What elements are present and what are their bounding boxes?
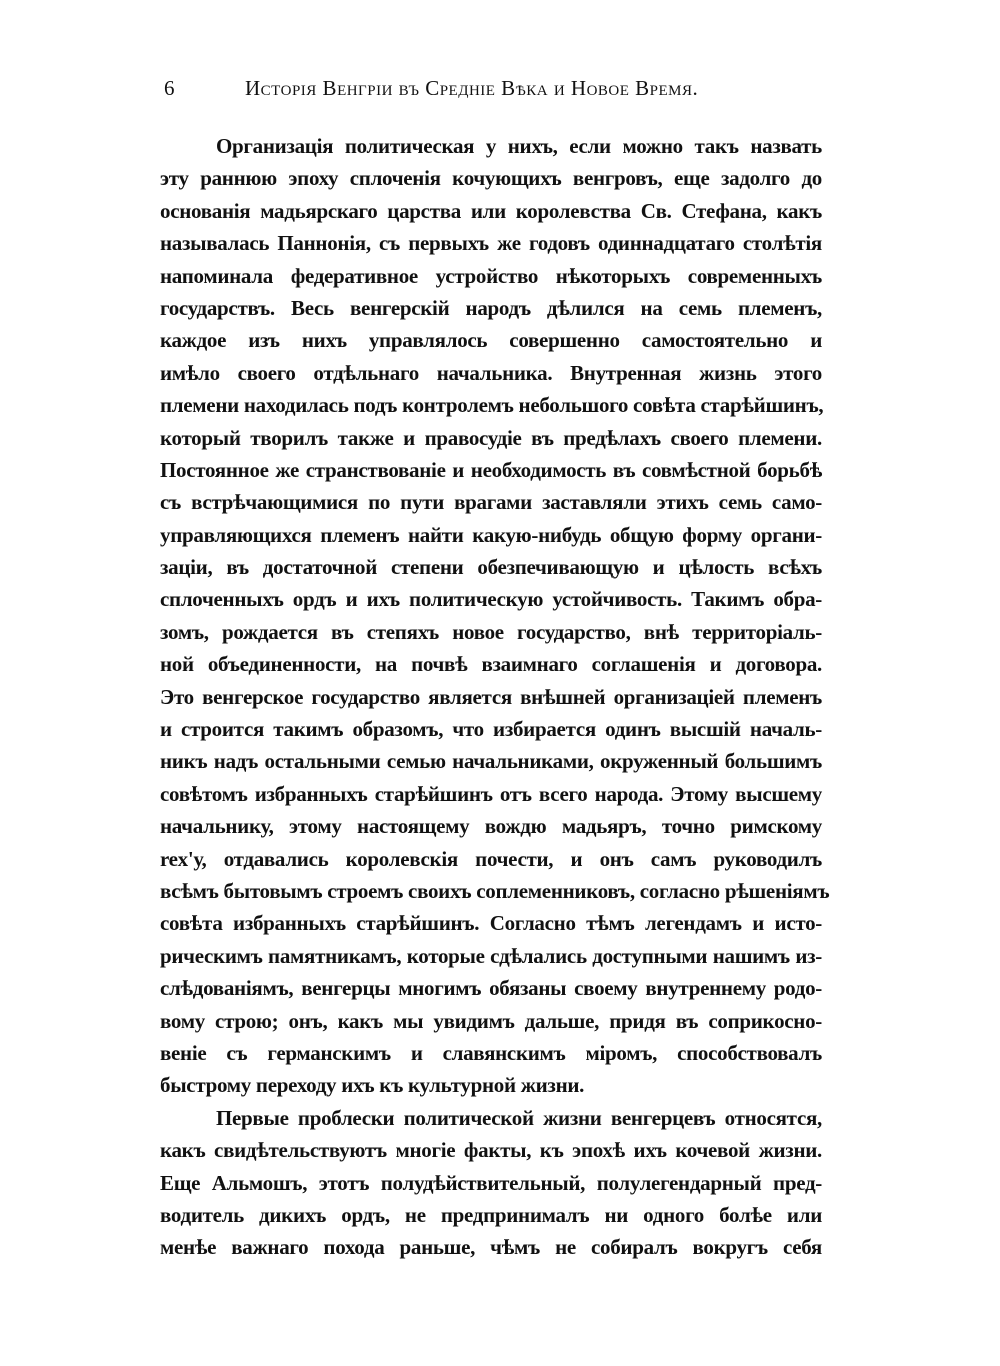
text-line: совѣтомъ избранныхъ старѣйшинъ отъ всего народа. Этому высшему: [160, 781, 822, 806]
text-line: рическимъ памятникамъ, которые сдѣлались доступными нашимъ из-: [160, 943, 822, 968]
page-number: 6: [164, 76, 175, 100]
text-line: заціи, въ достаточной степени обезпечивающую и цѣлость всѣхъ: [160, 555, 822, 580]
text-line: государствъ. Весь венгерскій народъ дѣлился на семь племенъ,: [160, 295, 822, 320]
text-line: съ встрѣчающимися по пути врагами заставляли этихъ семь само-: [160, 490, 822, 515]
text-line: веніе съ германскимъ и славянскимъ міромъ, способствовалъ: [160, 1040, 822, 1065]
page-body: [160, 130, 830, 1264]
text-line: ной объединенности, на почвѣ взаимнаго соглашенія и договора.: [160, 652, 822, 677]
text-line: Постоянное же странствованіе и необходимость въ совмѣстной борьбѣ: [160, 457, 822, 482]
text-line: основанія мадьярскаго царства или королевства Св. Стефана, какъ: [160, 198, 822, 223]
text-line: rex'у, отдавались королевскія почести, и онъ самъ руководилъ: [160, 846, 822, 871]
text-line: и строится такимъ образомъ, что избирается одинъ высшій началь-: [160, 717, 822, 742]
text-line: напоминала федеративное устройство нѣкоторыхъ современныхъ: [160, 263, 822, 288]
text-line: водитель дикихъ ордъ, не предпринималъ ни одного болѣе или: [160, 1202, 822, 1227]
text-line: который творилъ также и правосудіе въ предѣлахъ своего племени.: [160, 425, 822, 450]
text-line: менѣе важнаго похода раньше, чѣмъ не собиралъ вокругъ себя: [160, 1235, 822, 1260]
text-line: сплоченныхъ ордъ и ихъ политическую устойчивость. Такимъ обра-: [160, 587, 822, 612]
text-line: каждое изъ нихъ управлялось совершенно самостоятельно и: [160, 328, 822, 353]
text-line: никъ надъ остальными семью начальниками, окруженный большимъ: [160, 749, 822, 774]
text-line: начальнику, этому настоящему вождю мадьяръ, точно римскому: [160, 814, 822, 839]
text-line: слѣдованіямъ, венгерцы многимъ обязаны своему внутреннему родо-: [160, 976, 822, 1001]
text-line: управляющихся племенъ найти какую-нибудь общую форму органи-: [160, 522, 822, 547]
text-line: всѣмъ бытовымъ строемъ своихъ соплеменниковъ, согласно рѣшеніямъ: [160, 878, 830, 903]
text-line: имѣло своего отдѣльнаго начальника. Внутренная жизнь этого: [160, 360, 822, 385]
text-line: зомъ, рождается въ степяхъ новое государство, внѣ территоріаль-: [160, 619, 822, 644]
text-line: эту раннюю эпоху сплоченія кочующихъ венгровъ, еще задолго до: [160, 166, 822, 191]
text-line: Первые проблески политической жизни венгерцевъ относятся,: [216, 1105, 822, 1130]
text-line: быстрому переходу ихъ къ культурной жизни.: [160, 1073, 585, 1098]
text-line: называлась Паннонія, съ первыхъ же годовъ одиннадцатаго столѣтія: [160, 231, 822, 256]
running-title: Исторія Венгріи въ Средніе Вѣка и Новое Время.: [245, 76, 699, 100]
text-line: какъ свидѣтельствуютъ многіе факты, къ эпохѣ ихъ кочевой жизни.: [160, 1138, 822, 1163]
text-line: Организація политическая у нихъ, если можно такъ назвать: [216, 134, 822, 158]
text-line: Еще Альмошъ, этотъ полудѣйствительный, полулегендарный пред-: [160, 1170, 822, 1195]
text-line: совѣта избранныхъ старѣйшинъ. Согласно тѣмъ легендамъ и исто-: [160, 911, 822, 936]
text-line: вому строю; онъ, какъ мы увидимъ дальше, придя въ соприкосно-: [160, 1008, 822, 1033]
text-line: Это венгерское государство является внѣшней организаціей племенъ: [160, 684, 822, 709]
running-header: [160, 76, 750, 106]
text-line: племени находилась подъ контролемъ небольшого совѣта старѣйшинъ,: [160, 393, 824, 418]
